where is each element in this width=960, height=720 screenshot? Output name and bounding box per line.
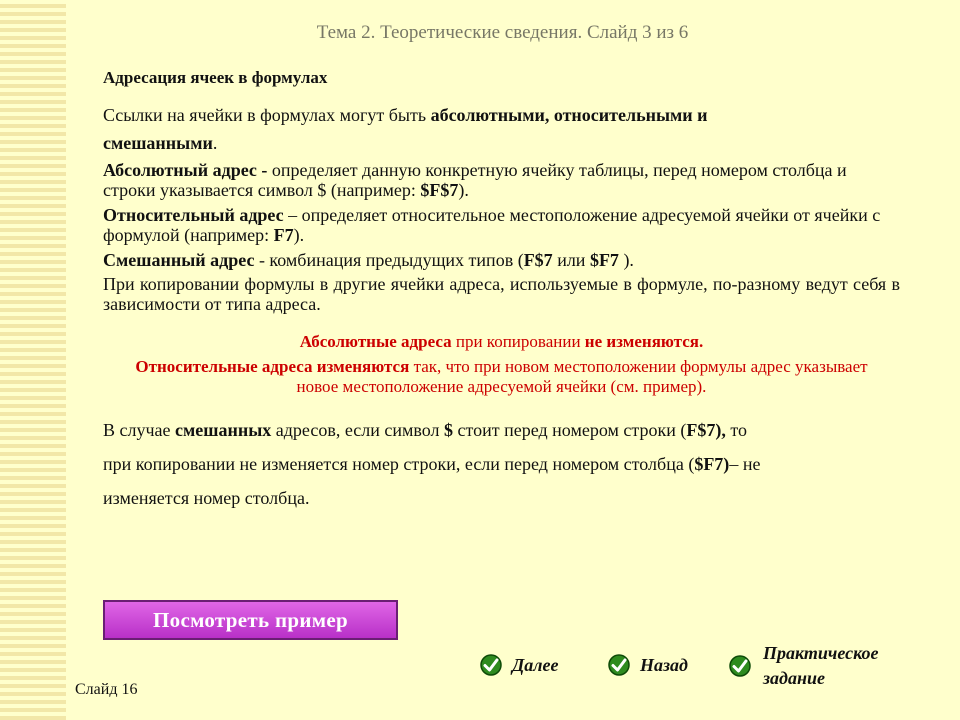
mixed-desc: - комбинация предыдущих типов (	[254, 250, 524, 270]
practice-label-line1: Практическое	[763, 643, 879, 663]
mixed-mid: или	[552, 250, 590, 270]
mixed-example-2: $F7	[589, 250, 619, 270]
mixed-copy-text-e: стоит перед номером строки (	[453, 420, 687, 440]
mixed-example-1: F$7	[523, 250, 553, 270]
mixed-copy-bold-b: смешанных	[175, 420, 272, 440]
mixed-end: ).	[618, 250, 634, 270]
mixed-copy-bold-i: $F7)	[694, 454, 730, 474]
next-label: Далее	[512, 654, 559, 675]
mixed-copy-text-k: изменяется номер столбца.	[103, 488, 310, 508]
mixed-copy-bold-d: $	[444, 420, 453, 440]
view-example-button[interactable]: Посмотреть пример	[103, 600, 398, 640]
intro-end: .	[212, 133, 218, 153]
mixed-copy-text-c: адресов, если символ	[271, 420, 444, 440]
check-icon	[608, 654, 630, 676]
absolute-rule	[103, 332, 900, 352]
back-button[interactable]	[608, 654, 688, 676]
check-icon	[729, 655, 751, 677]
mixed-copy-bold-f: F$7),	[686, 420, 726, 440]
mixed-copy-text-j: – не	[729, 454, 761, 474]
practice-label-line2: задание	[763, 668, 825, 688]
absolute-end: ).	[458, 180, 469, 200]
section-heading: Адресация ячеек в формулах	[103, 68, 328, 87]
relative-desc: – определяет относительное местоположение адресуемой ячейки от ячейки с формулой (например:	[103, 205, 881, 245]
check-icon	[480, 654, 502, 676]
back-label: Назад	[640, 654, 688, 675]
slide-number: Слайд 16	[75, 681, 138, 698]
relative-term: Относительный адрес	[103, 205, 284, 225]
intro-paragraph	[103, 101, 900, 157]
absolute-rule-bold-2: не изменяются.	[584, 332, 704, 351]
mixed-address-paragraph	[103, 250, 900, 270]
intro-bold-2: смешанными	[103, 133, 213, 153]
absolute-term: Абсолютный адрес -	[103, 160, 268, 180]
mixed-term: Смешанный адрес	[103, 250, 255, 270]
relative-end: ).	[293, 225, 305, 245]
mixed-copy-text-a: В случае	[103, 420, 176, 440]
intro-text: Ссылки на ячейки в формулах могут быть	[103, 105, 431, 125]
striped-sidebar	[0, 0, 66, 720]
relative-rule-text: так, что при новом местоположении формулы адрес указывает новое местоположение адресуемой ячейки (см. пример).	[296, 357, 868, 396]
absolute-example: $F$7	[420, 180, 459, 200]
slide-title: Тема 2. Теоретические сведения. Слайд 3 из 6	[316, 22, 689, 43]
relative-rule-bold: Относительные адреса изменяются	[135, 357, 410, 376]
mixed-copy-paragraph	[103, 413, 900, 515]
relative-example: F7	[273, 225, 294, 245]
relative-address-paragraph	[103, 205, 900, 245]
practice-label	[763, 641, 879, 691]
absolute-desc: определяет данную конкретную ячейку таблицы, перед номером столбца и строки указывается символ $ (например:	[103, 160, 847, 200]
mixed-copy-text-g: то	[725, 420, 747, 440]
mixed-copy-text-h: при копировании не изменяется номер строки, если перед номером столбца (	[103, 454, 695, 474]
absolute-address-paragraph	[103, 160, 900, 200]
copy-behavior-paragraph: При копировании формулы в другие ячейки адреса, используемые в формуле, по-разному ведут себя в зависимости от типа адреса.	[103, 274, 900, 314]
intro-bold: абсолютными, относительными и	[430, 105, 708, 125]
relative-rule	[103, 357, 900, 397]
absolute-rule-bold: Абсолютные адреса	[299, 332, 452, 351]
next-button[interactable]	[480, 654, 559, 676]
practice-task-button[interactable]	[729, 641, 879, 691]
absolute-rule-text: при копировании	[451, 332, 585, 351]
